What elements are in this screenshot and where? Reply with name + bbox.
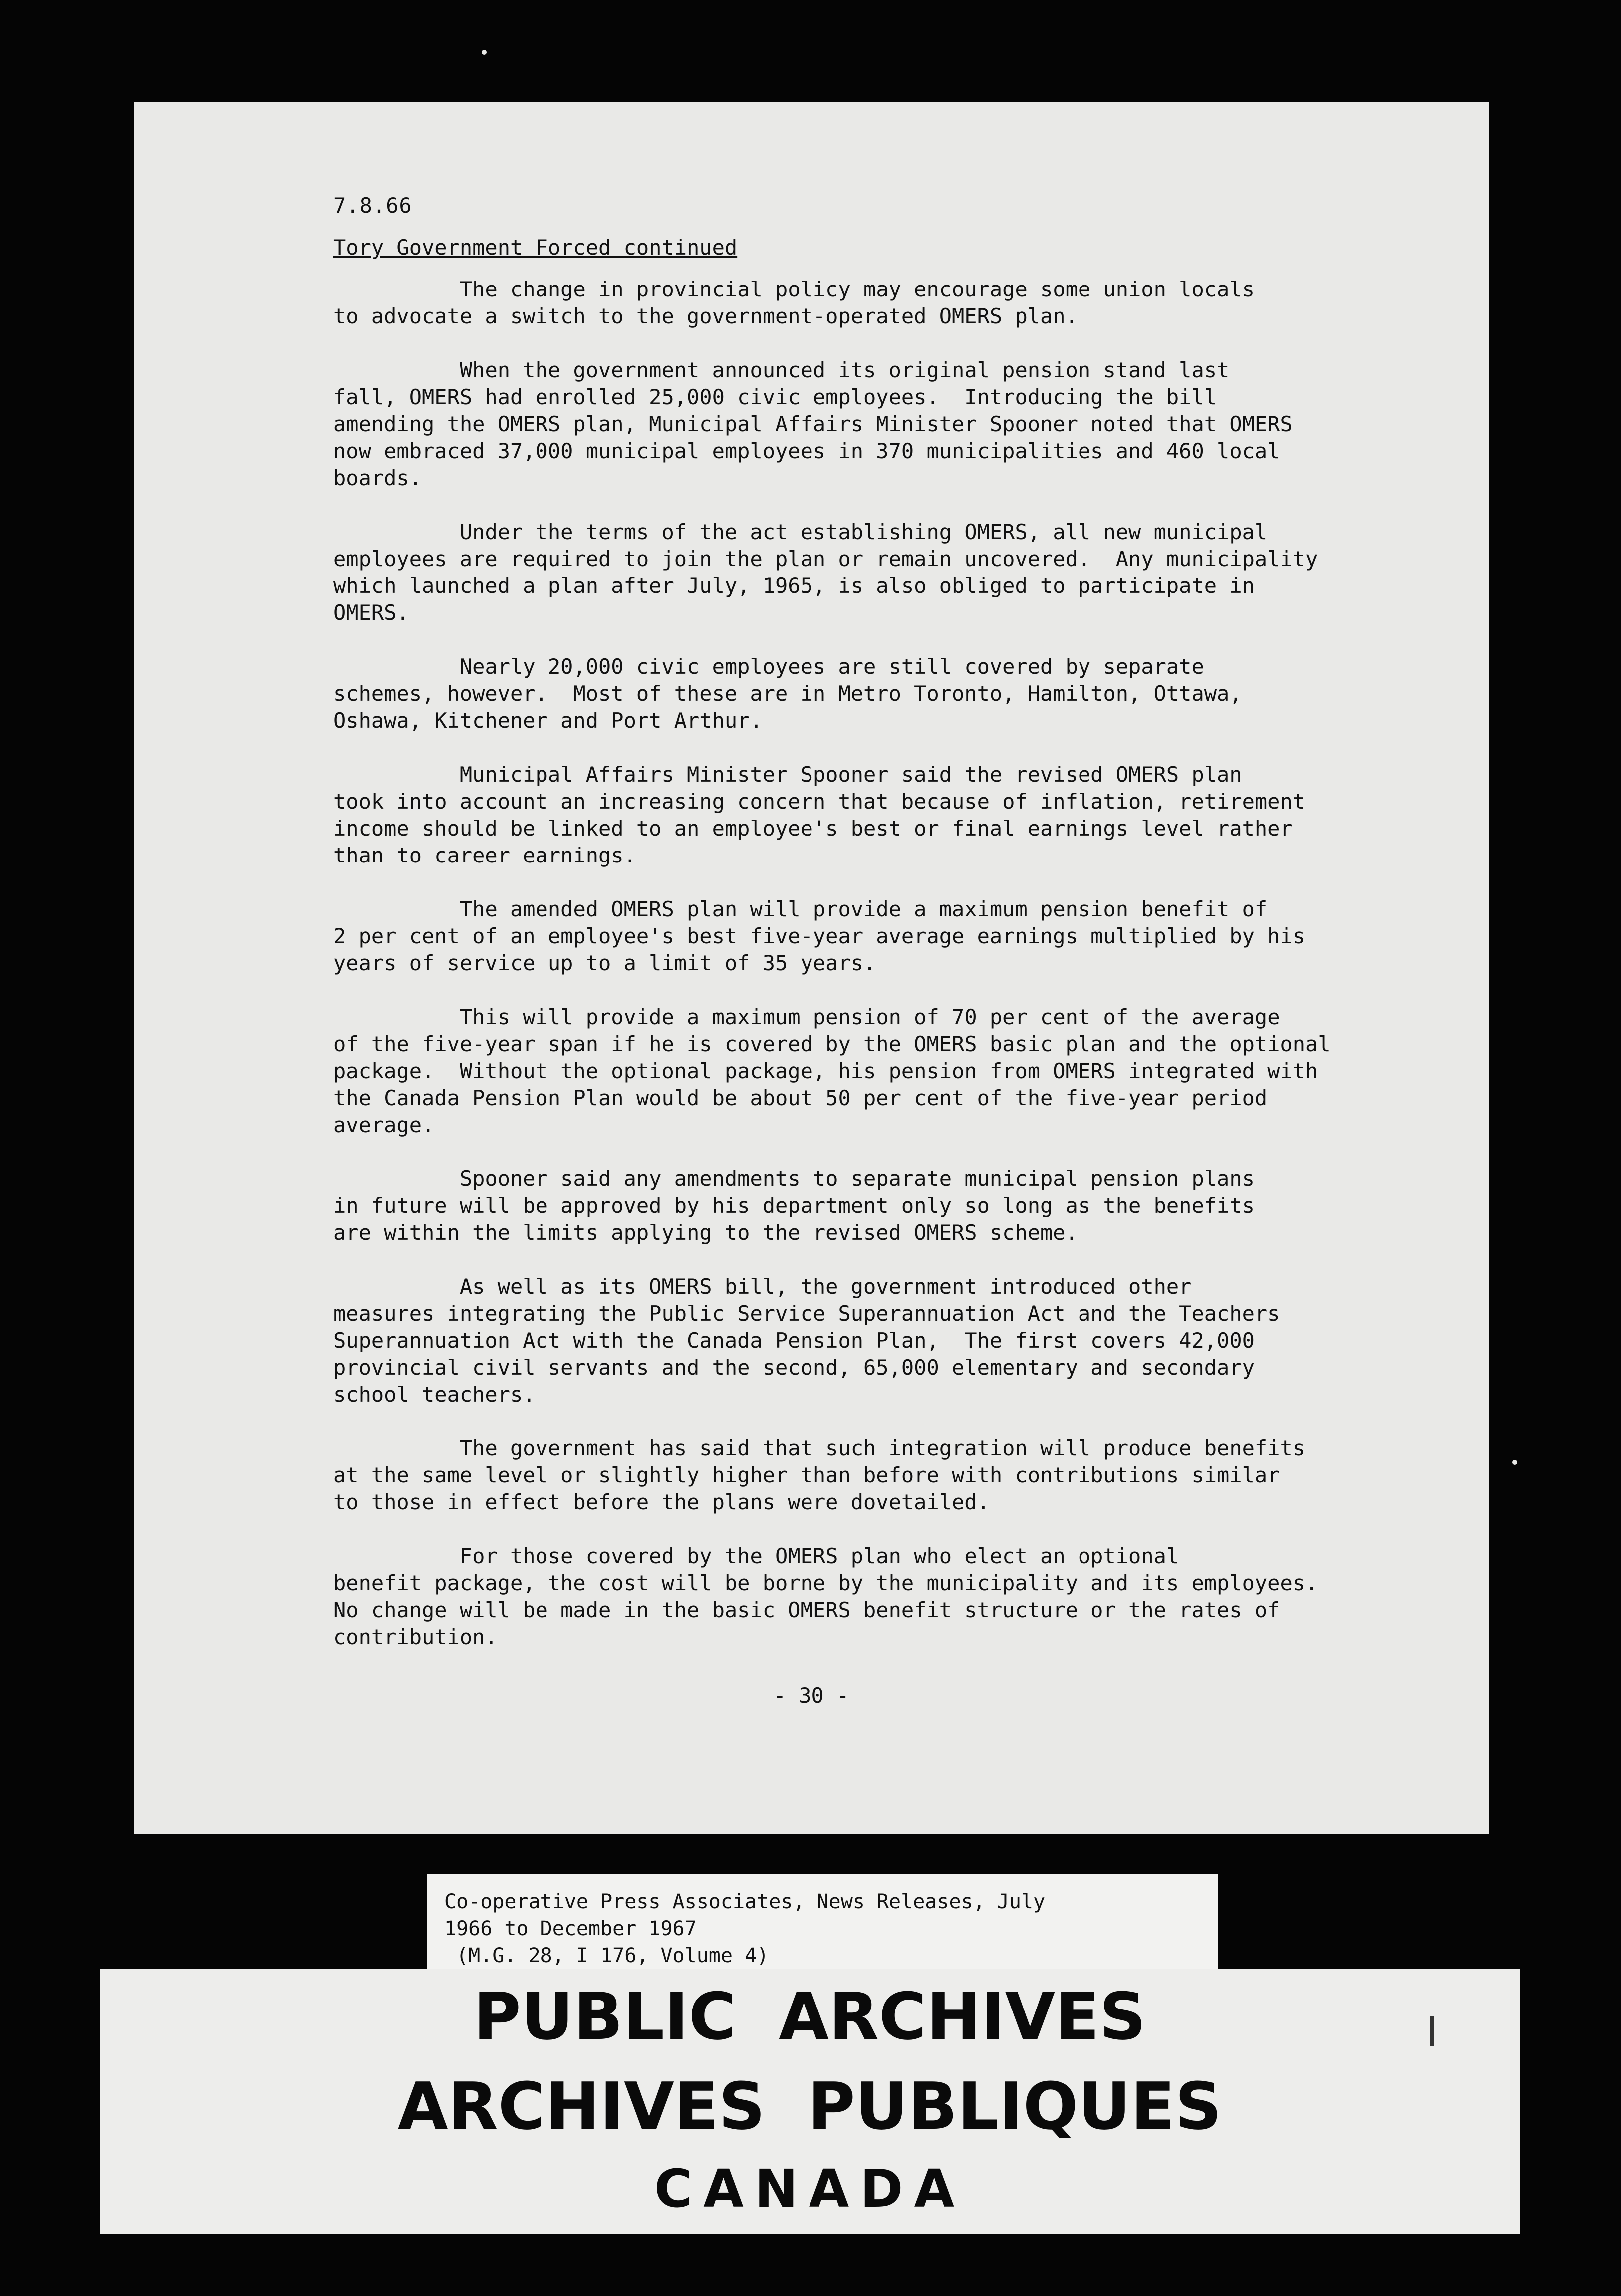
archives-label <box>100 1969 1520 2234</box>
page-number: - 30 - <box>773 1683 849 1708</box>
document-date: 7.8.66 <box>333 193 412 218</box>
document-heading: Tory Government Forced continued <box>333 235 738 260</box>
paragraph: The amended OMERS plan will provide a maximum pension benefit of 2 per cent of an employee's best five-year average earnings multiplied by his years of service up to a limit of 35 years. <box>333 897 1306 975</box>
film-speck <box>1512 1460 1517 1465</box>
paragraph: This will provide a maximum pension of 70 per cent of the average of the five-year span if he is covered by the OMERS basic plan and the optional package. Without the optional package, his pension from OMERS integrated with the Canada Pension Plan would be about 50 per cent of the five-year period average. <box>333 1005 1331 1137</box>
film-speck <box>482 50 487 55</box>
archives-country: CANADA <box>654 2158 966 2219</box>
paragraph: The change in provincial policy may encourage some union locals to advocate a switch to the government-operated OMERS plan. <box>333 277 1255 328</box>
paragraph: For those covered by the OMERS plan who elect an optional benefit package, the cost will be borne by the municipality and its employees. No change will be made in the basic OMERS benefit structure or the rates of contribution. <box>333 1544 1318 1649</box>
citation-line: (M.G. 28, I 176, Volume 4) <box>444 1944 769 1967</box>
citation-card <box>427 1874 1218 1969</box>
archives-title-english: PUBLIC ARCHIVES <box>473 1979 1146 2054</box>
archives-title-french: ARCHIVES PUBLIQUES <box>397 2068 1222 2144</box>
paragraph: Spooner said any amendments to separate municipal pension plans in future will be approved by his department only so long as the benefits are within the limits applying to the revised OMERS scheme. <box>333 1166 1255 1245</box>
paragraph: The government has said that such integration will produce benefits at the same level or slightly higher than before with contributions similar to those in effect before the plans were dovetailed. <box>333 1436 1306 1514</box>
paragraph: When the government announced its original pension stand last fall, OMERS had enrolled 25,000 civic employees. Introducing the bill amending the OMERS plan, Municipal Affairs Minister Spooner noted that OMERS now embraced 37,000 municipal employees in 370 municipalities and 460 local boards. <box>333 358 1293 490</box>
paragraph: Nearly 20,000 civic employees are still covered by separate schemes, however. Most of these are in Metro Toronto, Hamilton, Ottawa, Oshawa, Kitchener and Port Arthur. <box>333 654 1242 733</box>
paragraph: Under the terms of the act establishing OMERS, all new municipal employees are required to join the plan or remain uncovered. Any municipality which launched a plan after July, 1965, is also obliged to participate in OMERS. <box>333 520 1318 625</box>
document-page <box>134 102 1489 1834</box>
film-scratch <box>1430 2016 1434 2046</box>
film-speck <box>247 134 251 137</box>
citation-line: Co-operative Press Associates, News Releases, July <box>444 1890 1046 1913</box>
paragraph: As well as its OMERS bill, the government introduced other measures integrating the Public Service Superannuation Act and the Teachers Superannuation Act with the Canada Pension Plan, The first covers 42,000 provincial civil servants and the second, 65,000 elementary and secondary school teachers. <box>333 1274 1280 1407</box>
paragraph: Municipal Affairs Minister Spooner said the revised OMERS plan took into account an increasing concern that because of inflation, retirement income should be linked to an employee's best or final earnings level rather than to career earnings. <box>333 762 1306 867</box>
citation-line: 1966 to December 1967 <box>444 1917 697 1940</box>
